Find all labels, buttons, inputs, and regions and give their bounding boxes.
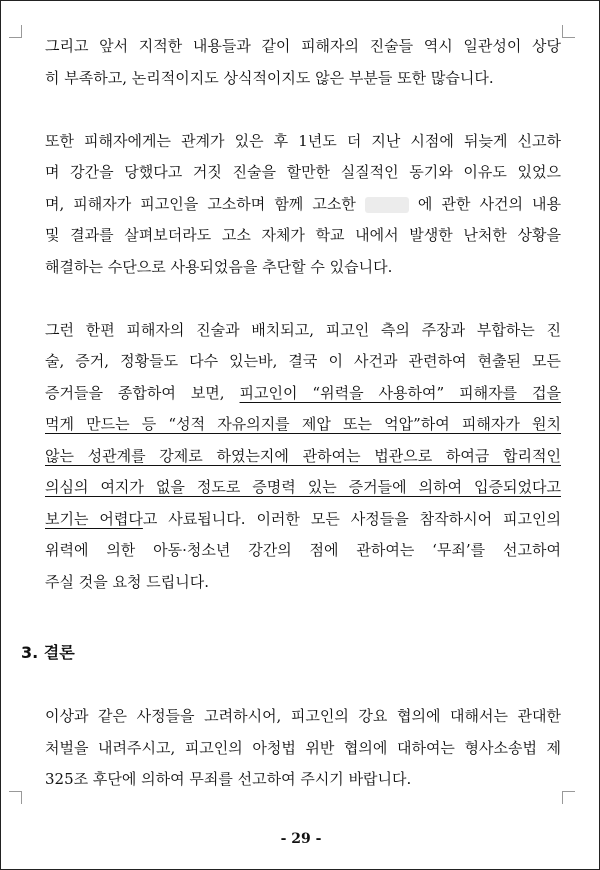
section-title: 결론 <box>43 643 75 662</box>
redacted-text <box>365 197 409 213</box>
text-segment: 고 사료됩니다. 이러한 모든 사정들을 참작하시어 피고인의 <box>142 509 561 528</box>
text-line: 및 결과를 살펴보더라도 고소 자체가 학교 내에서 발생한 난처한 상황을 <box>45 226 561 244</box>
text-line: 해결하는 수단으로 사용되었음을 추단할 수 있습니다. <box>45 257 393 276</box>
text-line <box>45 472 561 504</box>
paragraph-consistency <box>45 31 561 94</box>
text-segment: 증거들을 종합하여 보면, <box>45 383 225 402</box>
paragraph-conclusion <box>45 701 561 796</box>
text-line: 히 부족하고, 논리적이지도 상식적이지도 않은 부분들 또한 많습니다. <box>45 68 494 87</box>
crop-mark-top-left <box>9 25 22 38</box>
paragraph-motive <box>45 126 561 284</box>
text-line: 그런 한편 피해자의 진술과 배치되고, 피고인 측의 주장과 부합하는 진 <box>45 320 561 339</box>
text-line: 또한 피해자에게는 관계가 있은 후 1년도 더 지난 시점에 뒤늦게 신고하 <box>45 131 561 150</box>
crop-mark-top-right <box>562 25 575 38</box>
text-line <box>45 409 561 441</box>
text-segment: 에 관한 사건의 내용 <box>417 194 561 213</box>
conclusion-text <box>45 701 561 796</box>
text-line: 위력에 의한 아동·청소년 강간의 점에 관하여는 ‘무죄’를 선고하여 <box>45 541 561 559</box>
crop-mark-bottom-left <box>9 791 22 804</box>
text-line: 주실 것을 요청 드립니다. <box>45 572 209 591</box>
underlined-text: 의심의 여지가 없을 정도로 증명력 있는 증거들에 의하여 입증되었다고 <box>45 478 561 496</box>
text-line: 며 강간을 당했다고 거짓 진술을 할만한 실질적인 동기와 이유도 있었으 <box>45 163 561 181</box>
text-line: 술, 증거, 정황들도 다수 있는바, 결국 이 사건과 관련하여 현출된 모든 <box>45 352 561 370</box>
body-text <box>45 31 561 598</box>
section-heading <box>21 638 75 668</box>
text-segment: 며, 피해자가 피고인을 고소하며 함께 고소한 <box>45 194 356 213</box>
text-line: 325조 후단에 의하여 무죄를 선고하여 주시기 바랍니다. <box>45 770 412 788</box>
section-number: 3. <box>21 643 39 662</box>
page-number: - 29 - <box>280 831 322 847</box>
text-line <box>45 504 561 536</box>
text-line: 그리고 앞서 지적한 내용들과 같이 피해자의 진술들 역시 일관성이 상당 <box>45 37 561 55</box>
text-line <box>45 189 561 221</box>
underlined-text: 보기는 어렵다 <box>45 509 143 528</box>
crop-mark-bottom-right <box>562 791 575 804</box>
text-line <box>45 441 561 473</box>
underlined-text: 먹게 만드는 등 “성적 자유의지를 제압 또는 억압”하여 피해자가 원치 <box>45 415 561 433</box>
text-line: 처벌을 내려주시고, 피고인의 아청법 위반 협의에 대하여는 형사소송법 제 <box>45 738 561 757</box>
text-line <box>45 378 561 410</box>
text-line: 이상과 같은 사정들을 고려하시어, 피고인의 강요 협의에 대해서는 관대한 <box>45 707 561 725</box>
underlined-text: 않는 성관계를 강제로 하였는지에 관하여는 법관으로 하여금 합리적인 <box>45 446 561 465</box>
underlined-text: 피고인이 “위력을 사용하여” 피해자를 겁을 <box>239 383 561 402</box>
paragraph-evidence <box>45 315 561 599</box>
